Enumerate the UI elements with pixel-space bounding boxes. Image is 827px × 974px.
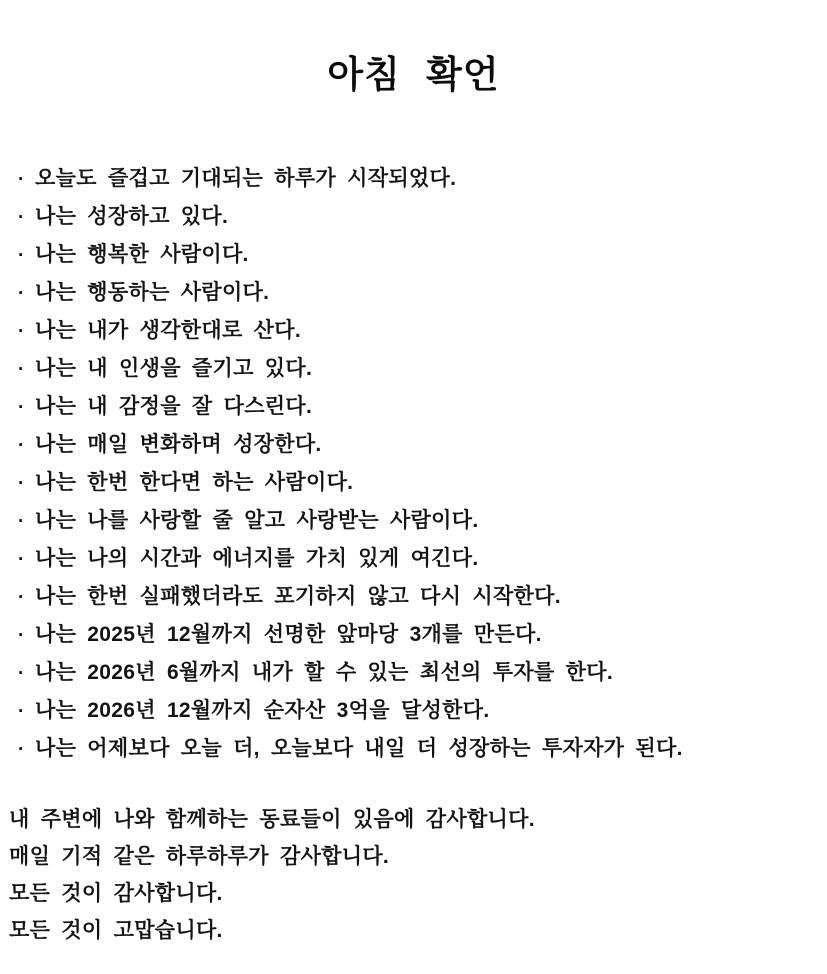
affirmation-item xyxy=(18,274,817,312)
bullet-icon: · xyxy=(18,663,25,684)
closing-line: 모든 것이 감사합니다. xyxy=(9,882,223,905)
affirmation-text: 나는 매일 변화하며 성장한다. xyxy=(35,433,322,456)
bullet-icon: · xyxy=(18,169,25,190)
affirmation-text: 나는 나를 사랑할 줄 알고 사랑받는 사람이다. xyxy=(35,509,479,532)
affirmation-item xyxy=(18,540,817,578)
affirmation-item xyxy=(18,692,817,730)
bullet-icon: · xyxy=(18,397,25,418)
affirmation-text: 나는 성장하고 있다. xyxy=(35,205,229,228)
bullet-icon: · xyxy=(18,511,25,532)
closing-line: 모든 것이 고맙습니다. xyxy=(9,919,223,942)
affirmation-item xyxy=(18,350,817,388)
affirmation-item xyxy=(18,502,817,540)
affirmation-text: 나는 행복한 사람이다. xyxy=(35,243,249,266)
affirmation-text: 나는 내 인생을 즐기고 있다. xyxy=(35,357,313,380)
affirmation-text: 나는 2025년 12월까지 선명한 앞마당 3개를 만든다. xyxy=(35,623,542,646)
bullet-icon: · xyxy=(18,283,25,304)
affirmation-item xyxy=(18,312,817,350)
affirmation-text: 나는 한번 실패했더라도 포기하지 않고 다시 시작한다. xyxy=(35,585,561,608)
affirmation-text: 오늘도 즐겁고 기대되는 하루가 시작되었다. xyxy=(35,167,457,190)
affirmation-text: 나는 한번 한다면 하는 사람이다. xyxy=(35,471,354,494)
affirmation-text: 나는 2026년 6월까지 내가 할 수 있는 최선의 투자를 한다. xyxy=(35,661,613,684)
affirmation-item xyxy=(18,464,817,502)
bullet-icon: · xyxy=(18,587,25,608)
bullet-icon: · xyxy=(18,549,25,570)
affirmation-text: 나는 2026년 12월까지 순자산 3억을 달성한다. xyxy=(35,699,490,722)
affirmation-item xyxy=(18,654,817,692)
bullet-icon: · xyxy=(18,207,25,228)
affirmation-item xyxy=(18,198,817,236)
bullet-icon: · xyxy=(18,473,25,494)
affirmation-text: 나는 내 감정을 잘 다스린다. xyxy=(35,395,313,418)
bullet-icon: · xyxy=(18,321,25,342)
bullet-icon: · xyxy=(18,245,25,266)
bullet-icon: · xyxy=(18,625,25,646)
affirmation-item xyxy=(18,160,817,198)
bullet-icon: · xyxy=(18,739,25,760)
affirmation-item xyxy=(18,616,817,654)
bullet-icon: · xyxy=(18,701,25,722)
affirmation-list xyxy=(0,160,827,768)
affirmation-text: 나는 내가 생각한대로 산다. xyxy=(35,319,301,342)
affirmation-item xyxy=(18,578,817,616)
closing-block xyxy=(0,801,827,949)
closing-line: 내 주변에 나와 함께하는 동료들이 있음에 감사합니다. xyxy=(9,808,535,831)
bullet-icon: · xyxy=(18,435,25,456)
affirmation-item xyxy=(18,426,817,464)
affirmation-text: 나는 나의 시간과 에너지를 가치 있게 여긴다. xyxy=(35,547,479,570)
bullet-icon: · xyxy=(18,359,25,380)
affirmation-item xyxy=(18,730,817,768)
page-title: 아침 확언 xyxy=(327,54,500,95)
affirmation-text: 나는 어제보다 오늘 더, 오늘보다 내일 더 성장하는 투자자가 된다. xyxy=(35,737,683,760)
affirmation-item xyxy=(18,388,817,426)
affirmation-item xyxy=(18,236,817,274)
closing-line: 매일 기적 같은 하루하루가 감사합니다. xyxy=(9,845,390,868)
affirmation-text: 나는 행동하는 사람이다. xyxy=(35,281,270,304)
